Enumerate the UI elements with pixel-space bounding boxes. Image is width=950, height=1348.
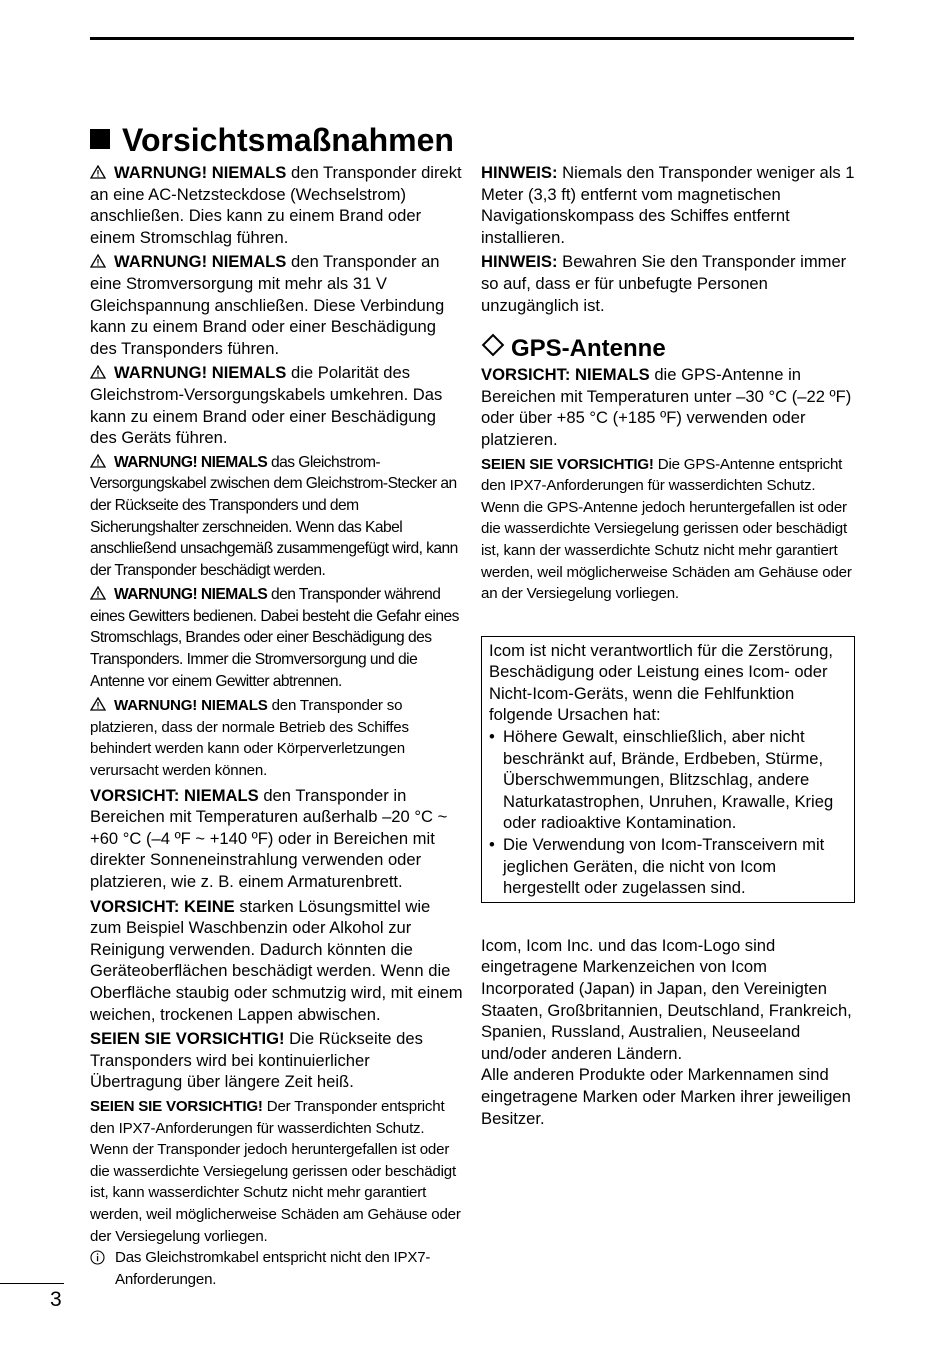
- section-title: [90, 121, 454, 159]
- liability-intro: Icom ist nicht verantwortlich für die Zerstörung, Beschädigung oder Leistung eines Icom- oder Nicht-Icom-Geräts, wenn die Fehlfunktion folgende Ursachen hat:: [489, 640, 833, 725]
- warning-lead: WARNUNG! NIEMALS: [114, 586, 268, 604]
- hint-storage: [481, 251, 855, 316]
- caution-lead: VORSICHT: NIEMALS: [481, 365, 650, 385]
- warning-cut-cable: [90, 452, 465, 582]
- caution-text: Die GPS-Antenne entspricht den IPX7-Anforderungen für wasserdichten Schutz. Wenn die GPS-Antenne jedoch heruntergefallen ist oder die wasserdichte Versiegelung gerissen oder beschädigt ist, kann der wasserdichte Schutz nicht mehr garantiert werden, weil möglicherweise Schäden am Gehäuse oder an der Versiegelung vorliegen.: [481, 455, 852, 603]
- warning-thunderstorm: [90, 584, 465, 692]
- list-item: • Höhere Gewalt, einschließlich, aber nicht beschränkt auf, Brände, Erdbeben, Stürme, Überschwemmungen, Blitzschlag, andere Naturkatastrophen, Unruhen, Krawalle, Krieg oder radioaktive Kontamination.: [489, 726, 847, 834]
- warning-polarity: [90, 362, 465, 448]
- caution-text: die GPS-Antenne in Bereichen mit Temperaturen unter –30 °C (–22 ºF) oder über +85 °C (+185 ºF) verwenden oder platzieren.: [481, 365, 852, 449]
- trademark-paragraph: Icom, Icom Inc. und das Icom-Logo sind eingetragene Markenzeichen von Icom Incorporated (Japan) in Japan, den Vereinigten Staaten, Großbritannien, Deutschland, Frankreich, Spanien, Russland, Australien, Neuseeland und/oder anderen Ländern.: [481, 935, 852, 1063]
- liability-list: [489, 726, 847, 899]
- hint-compass: [481, 162, 855, 248]
- hint-lead: HINWEIS:: [481, 163, 558, 182]
- left-column: [90, 162, 465, 1290]
- gps-caution-waterproof: [481, 454, 855, 605]
- section-title-text: Vorsichtsmaßnahmen: [122, 122, 454, 158]
- warning-triangle-icon: [90, 586, 106, 600]
- hint-lead: HINWEIS:: [481, 252, 558, 272]
- warning-triangle-icon: [90, 254, 106, 268]
- info-note: [90, 1247, 465, 1290]
- warning-lead: WARNUNG! NIEMALS: [114, 163, 287, 182]
- caution-hot-rear: [90, 1028, 465, 1093]
- warning-overvoltage: [90, 251, 465, 359]
- caution-text: starken Lösungsmittel wie zum Beispiel Waschbenzin oder Alkohol zur Reinigung verwenden. Dadurch könnten die Geräteoberflächen beschädigt werden. Wenn die Oberfläche staubig oder schmutzig wird, mit einem weichen, trockenen Lappen abwischen.: [90, 896, 463, 1024]
- caution-text: Die Rückseite des Transponders wird bei kontinuierlicher Übertragung über längere Zeit heiß.: [90, 1029, 423, 1092]
- top-rule: [90, 37, 854, 40]
- diamond-icon: [482, 334, 505, 357]
- warning-placement: [90, 695, 465, 781]
- caution-lead: SEIEN SIE VORSICHTIG!: [481, 455, 654, 473]
- warning-triangle-icon: [90, 697, 106, 711]
- caution-temperature: [90, 785, 465, 893]
- warning-text: das Gleichstrom-Versorgungskabel zwischen dem Gleichstrom-Stecker an der Rückseite des Transponders und dem Sicherungshalter zerschneiden. Wenn das Kabel anschließend unsachgemäß zusammengefügt wird, kann der Transponder beschädigt werden.: [90, 453, 458, 579]
- caution-lead: VORSICHT: KEINE: [90, 896, 235, 916]
- right-column: [481, 162, 855, 1132]
- gps-antenna-heading: [481, 334, 855, 364]
- warning-triangle-icon: [90, 454, 106, 468]
- caution-solvents: [90, 896, 465, 1026]
- page-number: 3: [50, 1288, 62, 1311]
- hint-text: Bewahren Sie den Transponder immer so auf, dass er für unbefugte Personen unzugänglich ist.: [481, 252, 847, 315]
- warning-text: den Transponder an eine Stromversorgung mit mehr als 31 V Gleichspannung anschließen. Diese Verbindung kann zu einem Brand oder einer Beschädigung des Transponders führen.: [90, 252, 445, 358]
- warning-lead: WARNUNG! NIEMALS: [114, 697, 268, 715]
- warning-text: den Transponder während eines Gewitters bedienen. Dabei besteht die Gefahr eines Stromschlags, Brandes oder einer Beschädigung des Transponders. Immer die Stromversorgung und die Antenne vor einem Gewitter abtrennen.: [90, 586, 459, 690]
- caution-text: den Transponder in Bereichen mit Temperaturen außerhalb –20 °C ~ +60 °C (–4 ºF ~ +140 ºF) oder in Bereichen mit direkter Sonneneinstrahlung verwenden oder platzieren, wie z. B. einem Armaturenbrett.: [90, 785, 448, 891]
- list-item: • Die Verwendung von Icom-Transceivern mit jeglichen Geräten, die nicht von Icom hergestellt oder zugelassen sind.: [489, 834, 847, 899]
- trademark-notice: [481, 935, 855, 1129]
- trademark-paragraph: Alle anderen Produkte oder Markennamen sind eingetragene Marken oder Marken ihrer jeweiligen Besitzer.: [481, 1065, 851, 1128]
- warning-text: den Transponder direkt an eine AC-Netzsteckdose (Wechselstrom) anschließen. Dies kann zu einem Brand oder einem Stromschlag führen.: [90, 163, 462, 247]
- page-number-rule: [0, 1283, 64, 1284]
- caution-waterproof: [90, 1096, 465, 1247]
- warning-text: die Polarität des Gleichstrom-Versorgungskabels umkehren. Das kann zu einem Brand oder einer Beschädigung des Geräts führen.: [90, 363, 443, 448]
- warning-ac-outlet: [90, 162, 465, 248]
- warning-lead: WARNUNG! NIEMALS: [114, 363, 287, 383]
- info-icon: [90, 1250, 105, 1265]
- warning-triangle-icon: [90, 165, 106, 179]
- caution-lead: VORSICHT: NIEMALS: [90, 785, 259, 805]
- gps-caution-temperature: [481, 364, 855, 450]
- black-square-icon: [90, 129, 110, 149]
- hint-text: Niemals den Transponder weniger als 1 Meter (3,3 ft) entfernt vom magnetischen Navigationskompass des Schiffes entfernt installieren.: [481, 163, 855, 247]
- warning-lead: WARNUNG! NIEMALS: [114, 252, 287, 272]
- caution-lead: SEIEN SIE VORSICHTIG!: [90, 1097, 263, 1115]
- warning-lead: WARNUNG! NIEMALS: [114, 453, 268, 471]
- warning-triangle-icon: [90, 365, 106, 379]
- gps-heading-text: GPS-Antenne: [511, 335, 666, 363]
- warning-text: den Transponder so platzieren, dass der normale Betrieb des Schiffes behindert werden kann oder Körperverletzungen verursacht werden können.: [90, 697, 409, 780]
- liability-notice-box: [481, 636, 855, 903]
- caution-lead: SEIEN SIE VORSICHTIG!: [90, 1029, 285, 1049]
- info-note-text: Das Gleichstromkabel entspricht nicht den IPX7-Anforderungen.: [115, 1249, 431, 1288]
- caution-text: Der Transponder entspricht den IPX7-Anforderungen für wasserdichten Schutz. Wenn der Transponder jedoch heruntergefallen ist oder die wasserdichte Versiegelung gerissen oder beschädigt ist, kann wasserdichter Schutz nicht mehr garantiert werden, weil möglicherweise Schäden am Gehäuse oder der Versiegelung vorliegen.: [90, 1097, 461, 1245]
